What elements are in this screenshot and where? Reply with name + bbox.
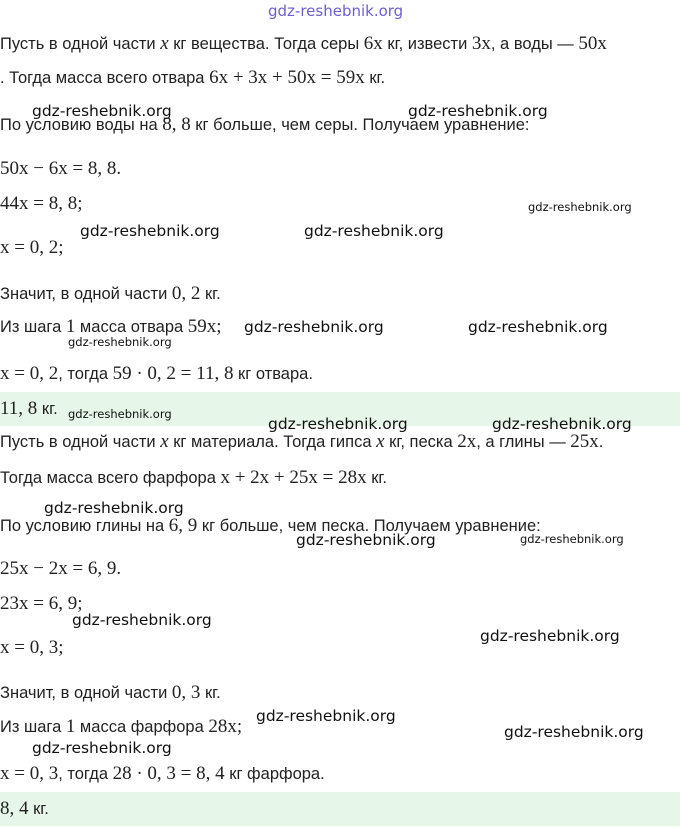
p2-step: Из шага 1 масса фарфора 28x; — [0, 716, 243, 737]
answer-highlight-2 — [0, 792, 680, 826]
watermark: gdz-reshebnik.org — [256, 707, 396, 725]
p1-part-value: Значит, в одной части 0, 2 кг. — [0, 283, 221, 304]
watermark: gdz-reshebnik.org — [72, 611, 212, 629]
watermark: gdz-reshebnik.org — [44, 499, 184, 517]
p1-line-2: . Тогда масса всего отвара 6x + 3x + 50x = 59x кг. — [0, 67, 386, 88]
p1-equation-3: x = 0, 2; — [0, 237, 64, 258]
watermark: gdz-reshebnik.org — [504, 723, 644, 741]
p1-equation-2: 44x = 8, 8; — [0, 193, 83, 214]
watermark: gdz-reshebnik.org — [480, 627, 620, 645]
p1-condition: По условию воды на 8, 8 кг больше, чем серы. Получаем уравнение: — [0, 114, 530, 135]
p1-answer: 11, 8 кг. — [0, 398, 58, 419]
p2-line-2: Тогда масса всего фарфора x + 2x + 25x = 28x кг. — [0, 467, 388, 488]
watermark: gdz-reshebnik.org — [32, 102, 172, 120]
watermark: gdz-reshebnik.org — [408, 102, 548, 120]
p1-step: Из шага 1 масса отвара 59x; — [0, 316, 222, 337]
p2-calculation: x = 0, 3, тогда 28 · 0, 3 = 8, 4 кг фарфора. — [0, 763, 325, 784]
watermark: gdz-reshebnik.org — [68, 407, 172, 421]
watermark: gdz-reshebnik.org — [32, 739, 172, 757]
p2-equation-2: 23x = 6, 9; — [0, 593, 83, 614]
watermark: gdz-reshebnik.org — [80, 222, 220, 240]
p2-part-value: Значит, в одной части 0, 3 кг. — [0, 682, 221, 703]
p2-answer: 8, 4 кг. — [0, 798, 49, 819]
p1-equation-1: 50x − 6x = 8, 8. — [0, 158, 122, 179]
watermark: gdz-reshebnik.org — [492, 415, 632, 433]
watermark: gdz-reshebnik.org — [468, 318, 608, 336]
watermark: gdz-reshebnik.org — [68, 335, 172, 349]
p1-line-1: Пусть в одной части x кг вещества. Тогда серы 6x кг, извести 3x, а воды — 50x — [0, 33, 607, 54]
p2-equation-1: 25x − 2x = 6, 9. — [0, 558, 122, 579]
p1-calculation: x = 0, 2, тогда 59 · 0, 2 = 11, 8 кг отвара. — [0, 363, 313, 384]
watermark: gdz-reshebnik.org — [528, 200, 632, 214]
watermark-top: gdz-reshebnik.org — [268, 2, 404, 20]
p2-line-1: Пусть в одной части x кг материала. Тогда гипса x кг, песка 2x, а глины — 25x. — [0, 431, 604, 452]
watermark: gdz-reshebnik.org — [304, 222, 444, 240]
watermark: gdz-reshebnik.org — [268, 415, 408, 433]
watermark: gdz-reshebnik.org — [296, 531, 436, 549]
watermark: gdz-reshebnik.org — [244, 318, 384, 336]
watermark: gdz-reshebnik.org — [520, 532, 624, 546]
p2-equation-3: x = 0, 3; — [0, 637, 64, 658]
p2-condition: По условию глины на 6, 9 кг больше, чем песка. Получаем уравнение: — [0, 515, 541, 536]
